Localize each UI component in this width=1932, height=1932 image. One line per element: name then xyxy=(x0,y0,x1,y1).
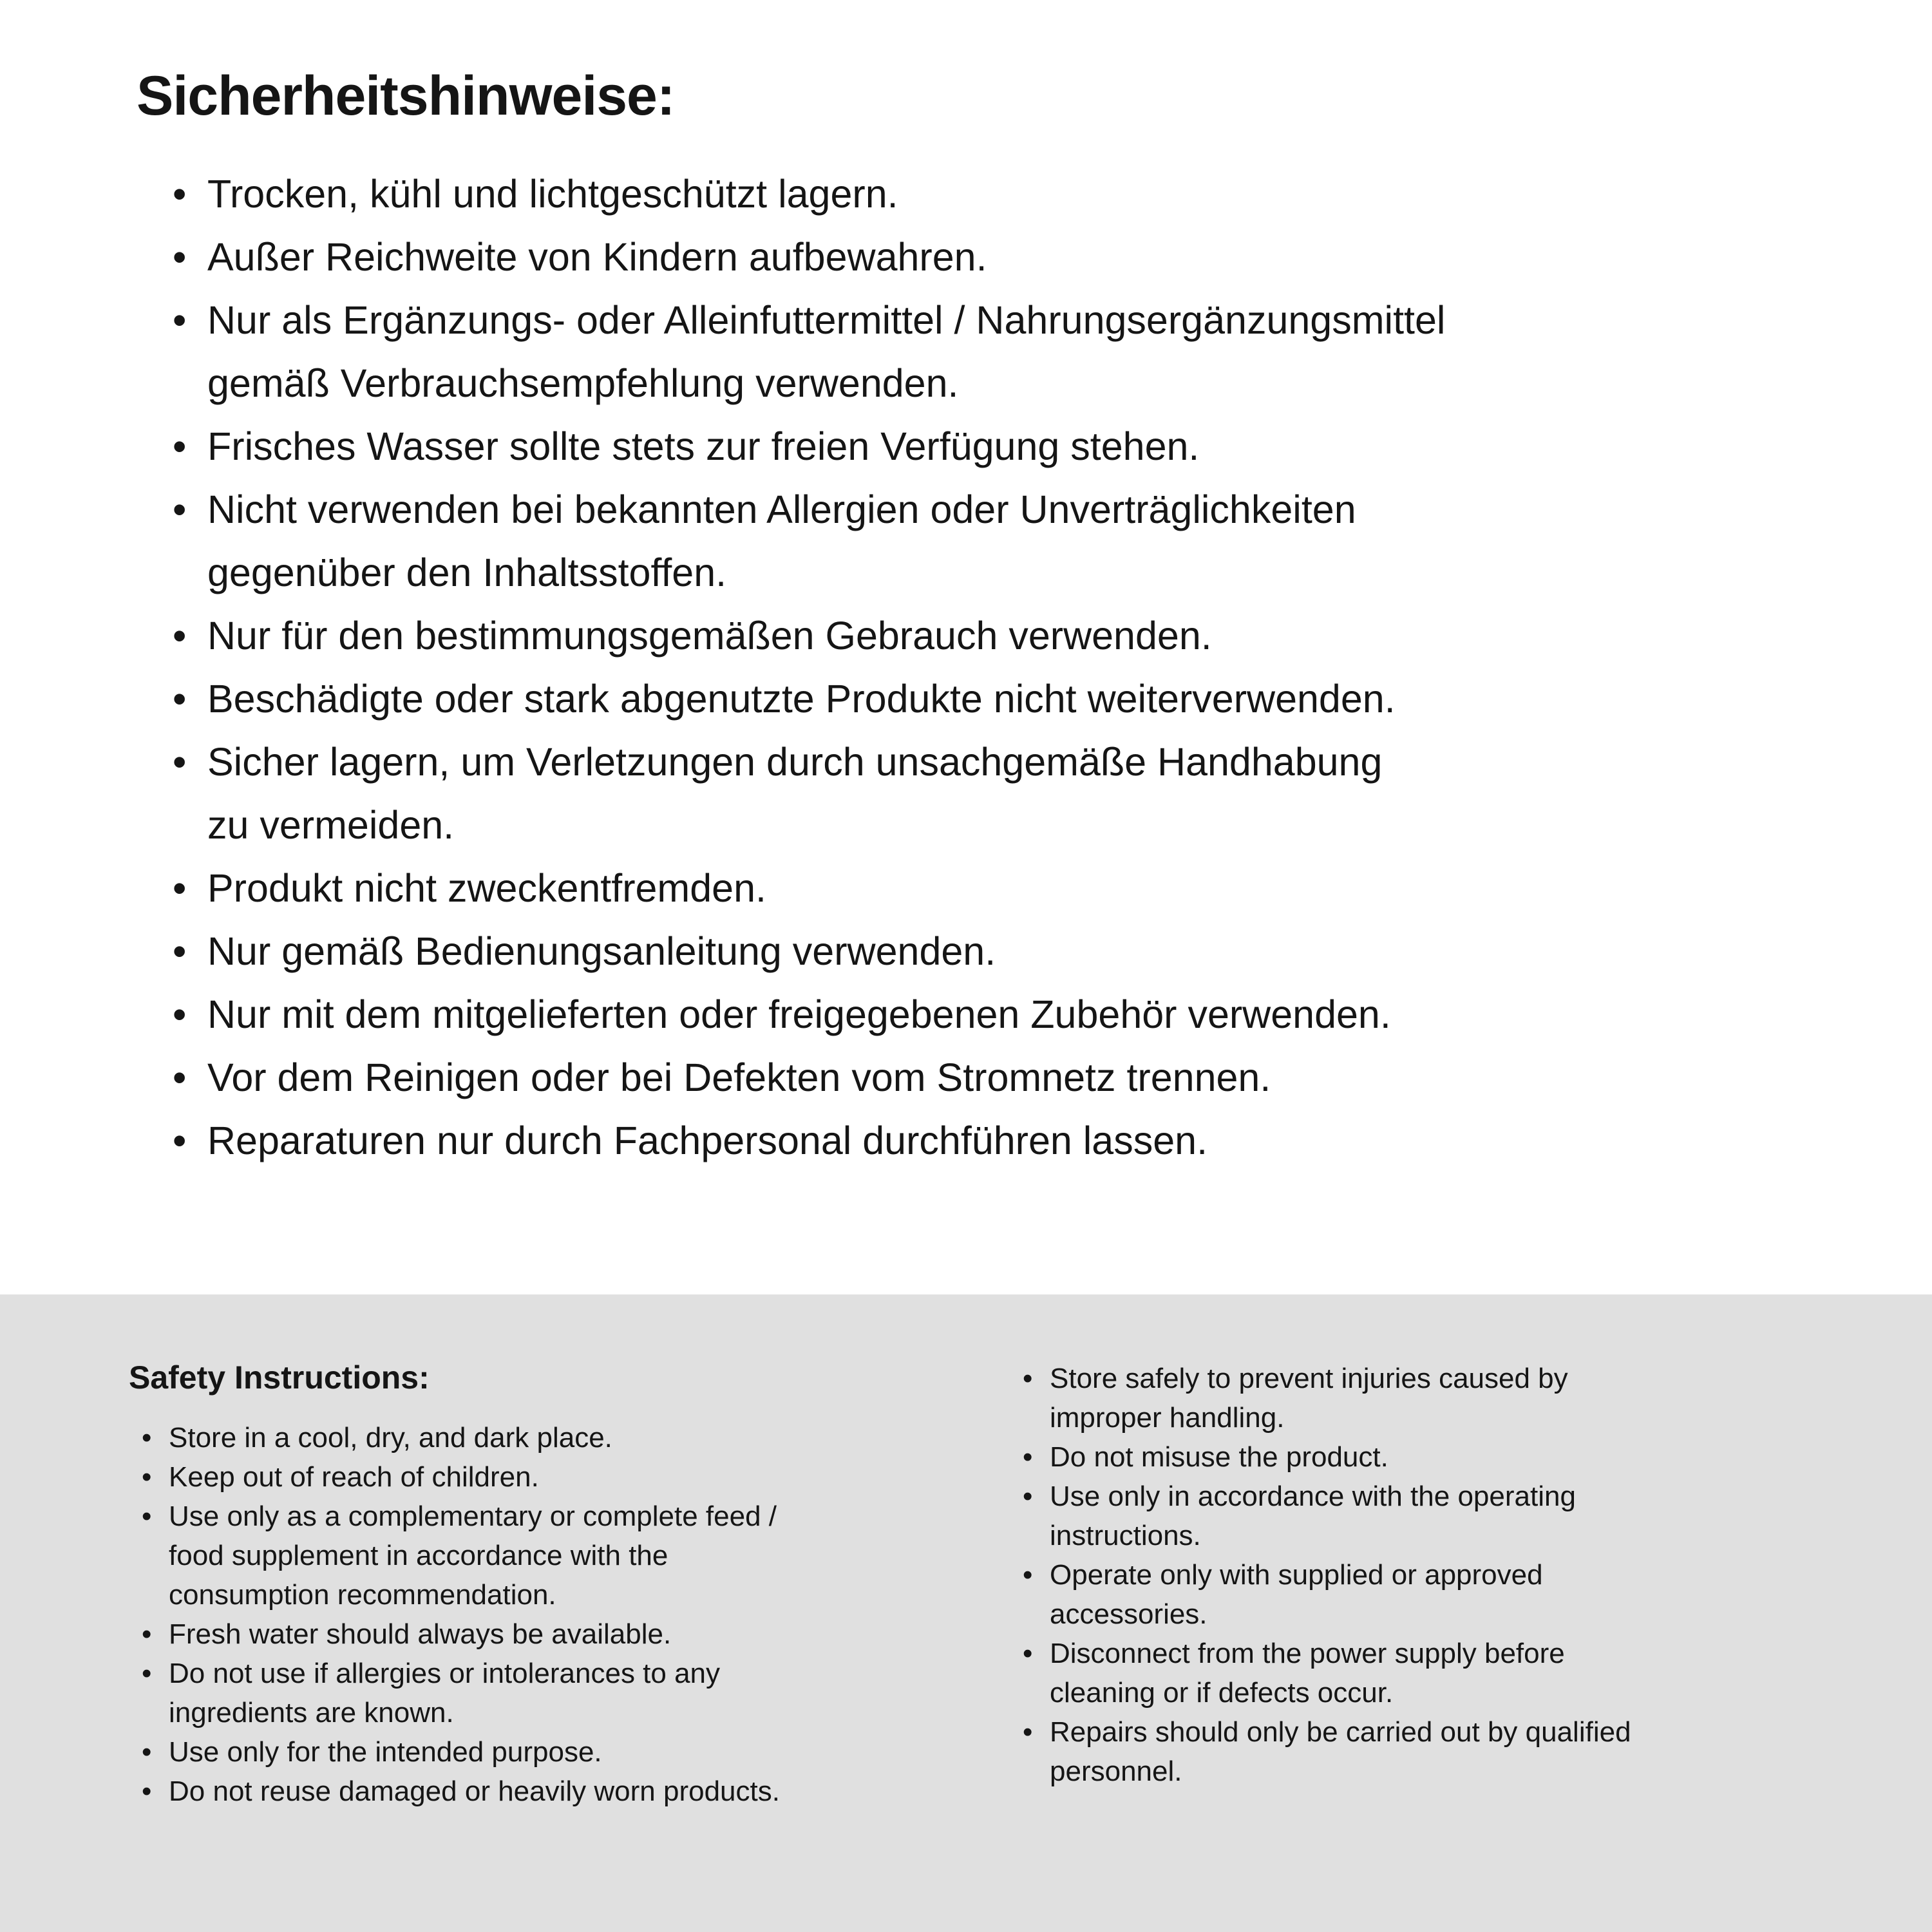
bullet-marker: • xyxy=(173,992,187,1036)
bullet-marker: • xyxy=(173,488,187,531)
bullet-marker: • xyxy=(1023,1481,1033,1512)
bullet-marker: • xyxy=(173,929,187,973)
list-item-text: Use only in accordance with the operating instructions. xyxy=(1050,1481,1576,1551)
list-item xyxy=(173,857,1445,920)
list-item xyxy=(142,1615,1018,1654)
list-item-text: Außer Reichweite von Kindern aufbewahren. xyxy=(207,235,987,279)
list-item-text: Vor dem Reinigen oder bei Defekten vom Stromnetz trennen. xyxy=(207,1056,1271,1099)
bullet-marker: • xyxy=(173,740,187,784)
list-item-text: Do not misuse the product. xyxy=(1050,1441,1388,1473)
list-item xyxy=(1023,1634,1860,1712)
list-item xyxy=(173,604,1445,667)
bullet-marker: • xyxy=(173,677,187,721)
list-item-text: Beschädigte oder stark abgenutzte Produkte nicht weiterverwenden. xyxy=(207,677,1396,721)
english-right-column xyxy=(1023,1359,1860,1791)
english-heading: Safety Instructions: xyxy=(129,1359,430,1396)
list-item xyxy=(142,1418,1018,1457)
list-item-text: Produkt nicht zweckentfremden. xyxy=(207,866,766,910)
list-item-text: Disconnect from the power supply before cleaning or if defects occur. xyxy=(1050,1638,1565,1709)
bullet-marker: • xyxy=(1023,1716,1033,1748)
list-item xyxy=(142,1654,1018,1732)
bullet-marker: • xyxy=(173,298,187,342)
list-item-text: Use only for the intended purpose. xyxy=(169,1736,602,1768)
list-item-text: Store safely to prevent injuries caused by improper handling. xyxy=(1050,1363,1568,1434)
german-heading: Sicherheitshinweise: xyxy=(137,65,675,127)
bullet-marker: • xyxy=(1023,1559,1033,1591)
list-item-text: Nur für den bestimmungsgemäßen Gebrauch verwenden. xyxy=(207,614,1212,658)
bullet-marker: • xyxy=(173,235,187,279)
english-panel xyxy=(0,1294,1932,1932)
list-item xyxy=(142,1497,1018,1615)
bullet-marker: • xyxy=(142,1658,152,1689)
list-item xyxy=(1023,1712,1860,1791)
bullet-marker: • xyxy=(1023,1638,1033,1669)
list-item xyxy=(173,667,1445,730)
bullet-marker: • xyxy=(173,424,187,468)
english-left-list xyxy=(142,1418,1018,1811)
list-item-text: Operate only with supplied or approved accessories. xyxy=(1050,1559,1543,1630)
list-item xyxy=(173,289,1445,415)
list-item xyxy=(1023,1555,1860,1634)
list-item xyxy=(173,1109,1445,1172)
list-item-text: Do not use if allergies or intolerances to any ingredients are known. xyxy=(169,1658,721,1728)
list-item-text: Reparaturen nur durch Fachpersonal durchführen lassen. xyxy=(207,1119,1208,1162)
list-item-text: Store in a cool, dry, and dark place. xyxy=(169,1422,612,1454)
list-item xyxy=(173,478,1445,604)
list-item xyxy=(1023,1437,1860,1477)
list-item xyxy=(142,1457,1018,1497)
list-item xyxy=(173,920,1445,983)
bullet-marker: • xyxy=(1023,1363,1033,1394)
english-left-column xyxy=(129,1359,1018,1811)
list-item xyxy=(173,162,1445,225)
bullet-marker: • xyxy=(173,866,187,910)
list-item-text: Fresh water should always be available. xyxy=(169,1618,672,1650)
list-item-text: Repairs should only be carried out by qualified personnel. xyxy=(1050,1716,1631,1787)
bullet-marker: • xyxy=(1023,1441,1033,1473)
list-item-text: Do not reuse damaged or heavily worn products. xyxy=(169,1776,780,1807)
bullet-marker: • xyxy=(173,614,187,658)
list-item-text: Nicht verwenden bei bekannten Allergien oder Unverträglichkeiten gegenüber den Inhaltsstoffen. xyxy=(207,488,1356,594)
list-item-text: Sicher lagern, um Verletzungen durch unsachgemäße Handhabung zu vermeiden. xyxy=(207,740,1383,847)
english-right-list xyxy=(1023,1359,1860,1791)
list-item-text: Nur mit dem mitgelieferten oder freigegebenen Zubehör verwenden. xyxy=(207,992,1391,1036)
list-item xyxy=(1023,1477,1860,1555)
list-item xyxy=(173,225,1445,289)
bullet-marker: • xyxy=(142,1736,152,1768)
list-item-text: Keep out of reach of children. xyxy=(169,1461,539,1493)
list-item xyxy=(1023,1359,1860,1437)
german-list xyxy=(173,162,1445,1172)
list-item xyxy=(173,730,1445,857)
bullet-marker: • xyxy=(142,1501,152,1532)
list-item xyxy=(173,1046,1445,1109)
bullet-marker: • xyxy=(173,1119,187,1162)
bullet-marker: • xyxy=(142,1461,152,1493)
list-item-text: Trocken, kühl und lichtgeschützt lagern. xyxy=(207,172,898,216)
list-item xyxy=(142,1772,1018,1811)
list-item-text: Frisches Wasser sollte stets zur freien Verfügung stehen. xyxy=(207,424,1200,468)
list-item xyxy=(173,415,1445,478)
bullet-marker: • xyxy=(173,172,187,216)
list-item-text: Use only as a complementary or complete feed / food supplement in accordance with the consumption recommendation. xyxy=(169,1501,777,1611)
bullet-marker: • xyxy=(142,1422,152,1454)
bullet-marker: • xyxy=(142,1618,152,1650)
list-item-text: Nur als Ergänzungs- oder Alleinfuttermittel / Nahrungsergänzungsmittel gemäß Verbrauchsempfehlung verwenden. xyxy=(207,298,1446,405)
list-item xyxy=(173,983,1445,1046)
list-item xyxy=(142,1732,1018,1772)
bullet-marker: • xyxy=(142,1776,152,1807)
bullet-marker: • xyxy=(173,1056,187,1099)
list-item-text: Nur gemäß Bedienungsanleitung verwenden. xyxy=(207,929,996,973)
